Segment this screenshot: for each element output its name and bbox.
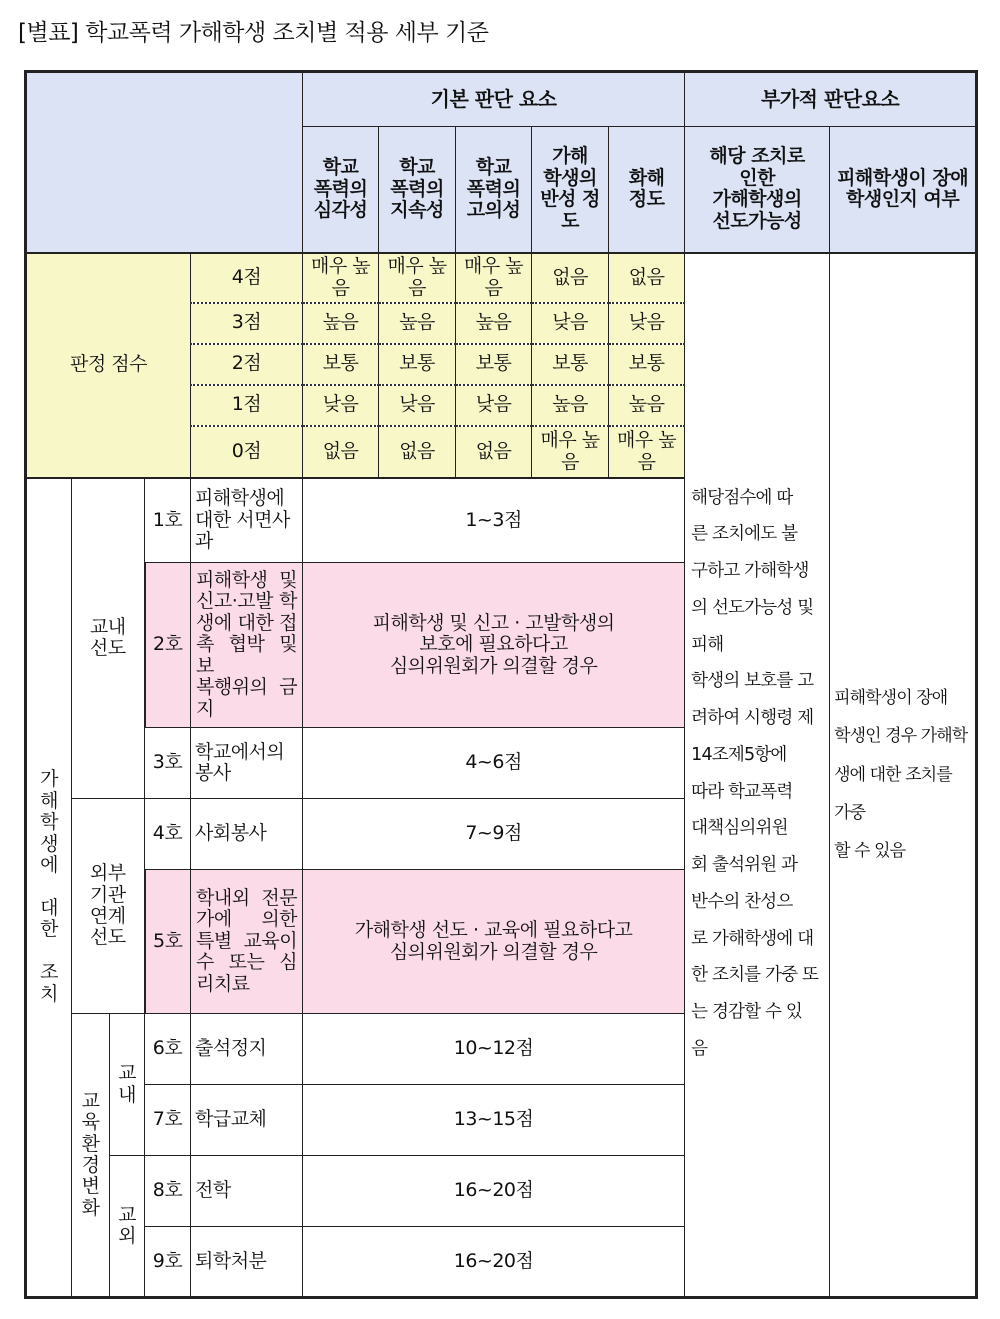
- score-cell: 매우 높 음: [303, 253, 379, 303]
- score-cell: 매우 높 음: [379, 253, 456, 303]
- measure-no-4: 4호: [145, 799, 191, 870]
- score-cell: 없음: [456, 426, 532, 478]
- measure-score-4: 7~9점: [303, 799, 685, 870]
- score-1: 1점: [191, 385, 303, 426]
- group-external-guidance: 외부 기관 연계 선도: [72, 799, 145, 1014]
- measure-no-5: 5호: [145, 870, 191, 1014]
- measure-score-8: 16~20점: [303, 1156, 685, 1227]
- score-cell: 보통: [532, 344, 609, 385]
- header-blank-cell: [26, 72, 303, 253]
- scoring-label: 판정 점수: [26, 253, 191, 478]
- score-4: 4점: [191, 253, 303, 303]
- score-cell: 보통: [609, 344, 685, 385]
- measure-no-3: 3호: [145, 728, 191, 799]
- sub-external: 교 외: [110, 1156, 145, 1298]
- disability-note: 피해학생이 장애 학생인 경우 가해학 생에 대한 조치를 가중 할 수 있음: [834, 688, 968, 862]
- score-cell: 없음: [379, 426, 456, 478]
- score-cell: 없음: [303, 426, 379, 478]
- score-cell: 보통: [456, 344, 532, 385]
- measures-main-label: 가 해 학 생 에 대 한 조 치: [26, 478, 72, 1298]
- measure-score-2: 피해학생 및 신고 · 고발학생의 보호에 필요하다고 심의위원회가 의결할 경우: [303, 563, 685, 728]
- header-disability-status: 피해학생이 장애 학생인지 여부: [830, 127, 977, 253]
- guidance-note-cell: [685, 253, 830, 1298]
- header-reconciliation: 화해 정도: [609, 127, 685, 253]
- measure-name-3: 학교에서의 봉사: [191, 728, 303, 799]
- header-basic-factors: 기본 판단 요소: [303, 72, 685, 127]
- measure-score-5: 가해학생 선도 · 교육에 필요하다고 심의위원회가 의결할 경우: [303, 870, 685, 1014]
- measure-score-6: 10~12점: [303, 1014, 685, 1085]
- measure-no-2: 2호: [145, 563, 191, 728]
- score-cell: 낮음: [532, 303, 609, 344]
- group-environment-change: 교 육 환 경 변 화: [72, 1014, 110, 1298]
- measure-no-8: 8호: [145, 1156, 191, 1227]
- measure-name-5: 학내외 전문 가에 의한 특별 교육이 수 또는 심 리치료: [191, 870, 303, 1014]
- header-persistence: 학교 폭력의 지속성: [379, 127, 456, 253]
- score-cell: 매우 높 음: [456, 253, 532, 303]
- score-cell: 높음: [456, 303, 532, 344]
- group-internal-guidance: 교내 선도: [72, 478, 145, 799]
- sub-internal: 교 내: [110, 1014, 145, 1156]
- score-0: 0점: [191, 426, 303, 478]
- measures-standard-table: [24, 70, 978, 1299]
- score-cell: 낮음: [456, 385, 532, 426]
- score-cell: 없음: [609, 253, 685, 303]
- score-cell: 없음: [532, 253, 609, 303]
- score-cell: 매우 높 음: [609, 426, 685, 478]
- measure-name-9: 퇴학처분: [191, 1227, 303, 1298]
- measure-name-2: 피해학생 및 신고·고발 학 생에 대한 접 촉 협박 및 보 복행위의 금 지: [191, 563, 303, 728]
- score-cell: 높음: [532, 385, 609, 426]
- score-cell: 낮음: [379, 385, 456, 426]
- score-cell: 보통: [379, 344, 456, 385]
- score-cell: 높음: [379, 303, 456, 344]
- measure-score-9: 16~20점: [303, 1227, 685, 1298]
- measure-no-7: 7호: [145, 1085, 191, 1156]
- measure-name-6: 출석정지: [191, 1014, 303, 1085]
- measure-score-3: 4~6점: [303, 728, 685, 799]
- score-cell: 낮음: [303, 385, 379, 426]
- page-title: [별표] 학교폭력 가해학생 조치별 적용 세부 기준: [18, 20, 489, 46]
- measure-no-6: 6호: [145, 1014, 191, 1085]
- measure-no-9: 9호: [145, 1227, 191, 1298]
- measure-name-7: 학급교체: [191, 1085, 303, 1156]
- measure-name-8: 전학: [191, 1156, 303, 1227]
- score-cell: 높음: [609, 385, 685, 426]
- header-remorse: 가해 학생의 반성 정 도: [532, 127, 609, 253]
- header-severity: 학교 폭력의 심각성: [303, 127, 379, 253]
- header-additional-factors: 부가적 판단요소: [685, 72, 977, 127]
- score-3: 3점: [191, 303, 303, 344]
- score-cell: 낮음: [609, 303, 685, 344]
- measure-name-1: 피해학생에 대한 서면사 과: [191, 478, 303, 563]
- score-cell: 높음: [303, 303, 379, 344]
- measure-score-1: 1~3점: [303, 478, 685, 563]
- disability-note-cell: [830, 253, 977, 1298]
- header-intent: 학교 폭력의 고의성: [456, 127, 532, 253]
- score-cell: 보통: [303, 344, 379, 385]
- header-guidance-possibility: 해당 조치로 인한 가해학생의 선도가능성: [685, 127, 830, 253]
- score-2: 2점: [191, 344, 303, 385]
- measure-score-7: 13~15점: [303, 1085, 685, 1156]
- guidance-note: 해당점수에 따 른 조치에도 불 구하고 가해학생 의 선도가능성 및 피해 학생의 보호를 고 려하여 시행령 제 14조제5항에 따라 학교폭력 대책심의위원 회 출석위원 과 반수의 찬성으 로 가해학생에 대 한 조치를 가중 또 는 경감할 수 있 음: [691, 487, 819, 1059]
- score-cell: 매우 높 음: [532, 426, 609, 478]
- measure-name-4: 사회봉사: [191, 799, 303, 870]
- measure-no-1: 1호: [145, 478, 191, 563]
